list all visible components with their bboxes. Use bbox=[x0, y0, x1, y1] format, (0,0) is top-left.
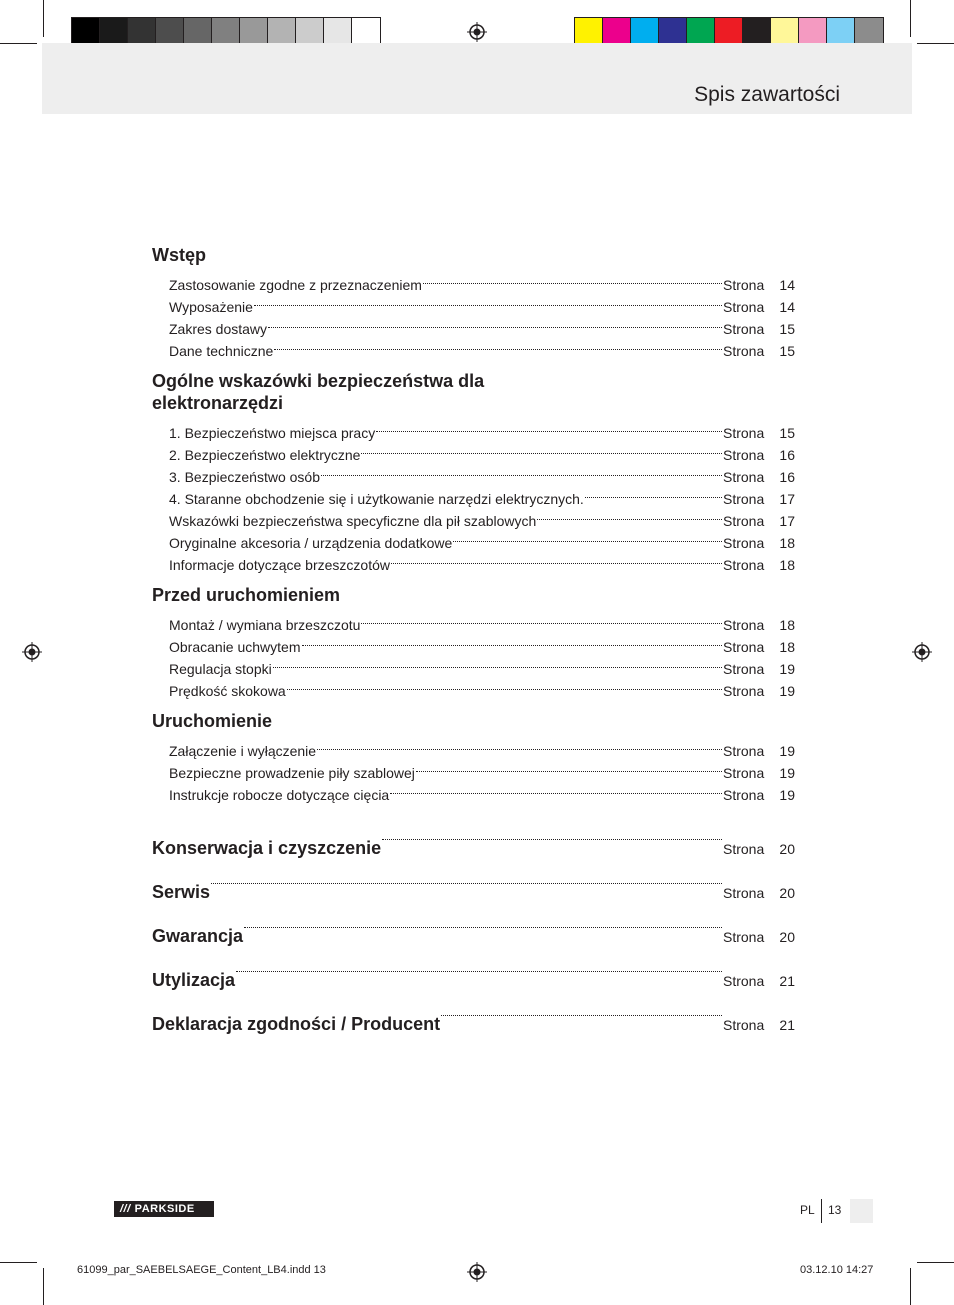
toc-page-number: 16 bbox=[779, 447, 795, 463]
toc-entry-label: Regulacja stopki bbox=[169, 661, 272, 677]
toc-entry-label: 3. Bezpieczeństwo osób bbox=[169, 469, 320, 485]
toc-page-word: Strona bbox=[723, 469, 765, 485]
toc-page-number: 18 bbox=[779, 557, 795, 573]
toc-page-ref bbox=[723, 658, 797, 680]
toc-page-ref bbox=[723, 488, 797, 510]
toc-page-ref bbox=[723, 827, 797, 871]
dot-leader bbox=[423, 268, 722, 290]
toc-page-ref bbox=[723, 1003, 797, 1047]
registration-mark-icon bbox=[467, 22, 487, 42]
toc-page-word: Strona bbox=[723, 299, 765, 315]
crop-mark bbox=[43, 0, 44, 37]
dot-leader bbox=[321, 460, 722, 482]
toc-page-number: 21 bbox=[779, 973, 795, 989]
toc-page-ref bbox=[723, 959, 797, 1003]
toc-page-ref bbox=[723, 871, 797, 915]
toc-page-number: 16 bbox=[779, 469, 795, 485]
crop-mark bbox=[917, 1262, 954, 1263]
toc-page-word: Strona bbox=[723, 787, 765, 803]
toc-page-word: Strona bbox=[723, 929, 765, 945]
toc-page-word: Strona bbox=[723, 683, 765, 699]
toc-entry-label: Konserwacja i czyszczenie bbox=[152, 838, 382, 858]
toc-page-ref bbox=[723, 340, 797, 362]
toc-page-number: 19 bbox=[779, 765, 795, 781]
toc-entry-label: Gwarancja bbox=[152, 926, 244, 946]
toc-entry-label: Dane techniczne bbox=[169, 343, 274, 359]
toc-entry-label: Wskazówki bezpieczeństwa specyficzne dla pił szablowych bbox=[169, 513, 537, 529]
toc-page-word: Strona bbox=[723, 1017, 765, 1033]
footer-divider bbox=[821, 1199, 822, 1223]
toc-page-number: 15 bbox=[779, 321, 795, 337]
toc-section bbox=[152, 584, 797, 699]
toc-page-number: 15 bbox=[779, 425, 795, 441]
toc-section-title: Ogólne wskazówki bezpieczeństwa dla elektronarzędzi bbox=[152, 371, 485, 413]
dot-leader bbox=[317, 734, 722, 756]
toc-section-title: Przed uruchomieniem bbox=[152, 585, 341, 605]
toc-page-word: Strona bbox=[723, 513, 765, 529]
crop-mark bbox=[0, 1262, 37, 1263]
toc-entry-label: Zakres dostawy bbox=[169, 321, 268, 337]
toc-section bbox=[152, 710, 797, 803]
toc-entry-label: 4. Staranne obchodzenie się i użytkowanie narzędzi elektrycznych. bbox=[169, 491, 584, 507]
toc-page-number: 19 bbox=[779, 661, 795, 677]
toc-page-word: Strona bbox=[723, 661, 765, 677]
toc-section-title: Wstęp bbox=[152, 245, 206, 265]
toc-entry bbox=[152, 942, 797, 990]
dot-leader bbox=[302, 630, 722, 652]
toc-page-number: 19 bbox=[779, 683, 795, 699]
dot-leader bbox=[382, 810, 722, 854]
toc-entry bbox=[152, 810, 797, 858]
dot-leader bbox=[361, 438, 722, 460]
toc-entry-label: Montaż / wymiana brzeszczotu bbox=[169, 617, 361, 633]
toc-page-number: 17 bbox=[779, 513, 795, 529]
dot-leader bbox=[287, 674, 722, 696]
toc-page-number: 18 bbox=[779, 639, 795, 655]
slug-file-info: 61099_par_SAEBELSAEGE_Content_LB4.indd 13 bbox=[77, 1264, 326, 1276]
toc-page-ref bbox=[723, 532, 797, 554]
toc-page-word: Strona bbox=[723, 277, 765, 293]
toc-page-ref bbox=[723, 466, 797, 488]
toc-entry-label: Obracanie uchwytem bbox=[169, 639, 301, 655]
toc-page-word: Strona bbox=[723, 885, 765, 901]
crop-mark bbox=[917, 43, 954, 44]
toc-entry-label: Informacje dotyczące brzeszczotów bbox=[169, 557, 390, 573]
toc-page-number: 14 bbox=[779, 299, 795, 315]
parkside-logo: /// PARKSIDE bbox=[114, 1201, 214, 1217]
toc-entry bbox=[152, 986, 797, 1034]
toc-page-word: Strona bbox=[723, 491, 765, 507]
toc-section bbox=[152, 244, 797, 359]
toc-entry bbox=[152, 608, 797, 633]
toc-page-ref bbox=[723, 636, 797, 658]
registration-mark-icon bbox=[912, 642, 932, 662]
footer-tab bbox=[850, 1199, 873, 1223]
dot-leader bbox=[453, 526, 722, 548]
toc-entry-label: Deklaracja zgodności / Producent bbox=[152, 1014, 441, 1034]
toc-page-number: 20 bbox=[779, 929, 795, 945]
toc-page-word: Strona bbox=[723, 447, 765, 463]
dot-leader bbox=[391, 548, 722, 570]
toc-page-word: Strona bbox=[723, 535, 765, 551]
toc-page-ref bbox=[723, 510, 797, 532]
dot-leader bbox=[273, 652, 722, 674]
crop-mark bbox=[910, 0, 911, 37]
toc-page-number: 20 bbox=[779, 841, 795, 857]
toc-entry-label: Oryginalne akcesoria / urządzenia dodatkowe bbox=[169, 535, 453, 551]
toc-page-ref bbox=[723, 444, 797, 466]
toc-entry-label: Bezpieczne prowadzenie piły szablowej bbox=[169, 765, 415, 781]
toc-page-word: Strona bbox=[723, 321, 765, 337]
toc-entry-label: Wyposażenie bbox=[169, 299, 253, 315]
toc-page-number: 14 bbox=[779, 277, 795, 293]
toc-entry-label: Zastosowanie zgodne z przeznaczeniem bbox=[169, 277, 422, 293]
page-title: Spis zawartości bbox=[694, 83, 840, 106]
toc-page-word: Strona bbox=[723, 841, 765, 857]
toc-page-number: 15 bbox=[779, 343, 795, 359]
toc-page-number: 18 bbox=[779, 617, 795, 633]
dot-leader bbox=[254, 290, 722, 312]
toc-page-word: Strona bbox=[723, 343, 765, 359]
toc-page-ref bbox=[723, 740, 797, 762]
dot-leader bbox=[416, 756, 722, 778]
toc-entry bbox=[152, 734, 797, 759]
toc-top-level-entries bbox=[152, 810, 797, 1034]
toc-entry-label: 1. Bezpieczeństwo miejsca pracy bbox=[169, 425, 376, 441]
dot-leader bbox=[537, 504, 722, 526]
crop-mark bbox=[43, 1268, 44, 1305]
toc-page-number: 18 bbox=[779, 535, 795, 551]
dot-leader bbox=[268, 312, 722, 334]
toc-page-word: Strona bbox=[723, 743, 765, 759]
toc-page-ref bbox=[723, 915, 797, 959]
toc-page-ref bbox=[723, 614, 797, 636]
toc-page-ref bbox=[723, 274, 797, 296]
dot-leader bbox=[361, 608, 722, 630]
toc-entry-label: Załączenie i wyłączenie bbox=[169, 743, 317, 759]
toc-page-word: Strona bbox=[723, 425, 765, 441]
toc-page-ref bbox=[723, 318, 797, 340]
toc-entry-label: 2. Bezpieczeństwo elektryczne bbox=[169, 447, 361, 463]
toc-page-number: 17 bbox=[779, 491, 795, 507]
toc-entry-label: Instrukcje robocze dotyczące cięcia bbox=[169, 787, 390, 803]
toc-page-ref bbox=[723, 296, 797, 318]
toc-page-word: Strona bbox=[723, 765, 765, 781]
toc-entry-label: Utylizacja bbox=[152, 970, 236, 990]
registration-mark-icon bbox=[22, 642, 42, 662]
toc-entry bbox=[152, 268, 797, 293]
toc-page-number: 19 bbox=[779, 787, 795, 803]
toc-page-word: Strona bbox=[723, 617, 765, 633]
toc-page-word: Strona bbox=[723, 973, 765, 989]
toc-section-title: Uruchomienie bbox=[152, 711, 273, 731]
registration-mark-icon bbox=[467, 1262, 487, 1282]
toc-entry-label: Prędkość skokowa bbox=[169, 683, 286, 699]
dot-leader bbox=[236, 942, 722, 986]
toc-page-ref bbox=[723, 784, 797, 806]
toc-entry bbox=[152, 416, 797, 441]
toc-page-number: 21 bbox=[779, 1017, 795, 1033]
toc-section bbox=[152, 370, 797, 573]
toc-page-ref bbox=[723, 422, 797, 444]
dot-leader bbox=[211, 854, 722, 898]
page-number: 13 bbox=[828, 1203, 842, 1217]
toc-page-word: Strona bbox=[723, 639, 765, 655]
crop-mark bbox=[910, 1268, 911, 1305]
table-of-contents bbox=[152, 244, 797, 1034]
slug-date: 03.12.10 14:27 bbox=[800, 1264, 874, 1276]
toc-page-ref bbox=[723, 680, 797, 702]
dot-leader bbox=[441, 986, 722, 1030]
toc-page-number: 20 bbox=[779, 885, 795, 901]
language-code: PL bbox=[800, 1203, 815, 1217]
toc-entry-label: Serwis bbox=[152, 882, 211, 902]
dot-leader bbox=[390, 778, 722, 800]
toc-entry bbox=[152, 854, 797, 902]
dot-leader bbox=[244, 898, 722, 942]
toc-page-ref bbox=[723, 762, 797, 784]
toc-page-number: 19 bbox=[779, 743, 795, 759]
toc-page-word: Strona bbox=[723, 557, 765, 573]
dot-leader bbox=[274, 334, 722, 356]
dot-leader bbox=[376, 416, 722, 438]
toc-page-ref bbox=[723, 554, 797, 576]
crop-mark bbox=[0, 43, 37, 44]
dot-leader bbox=[585, 482, 722, 504]
toc-entry bbox=[152, 898, 797, 946]
